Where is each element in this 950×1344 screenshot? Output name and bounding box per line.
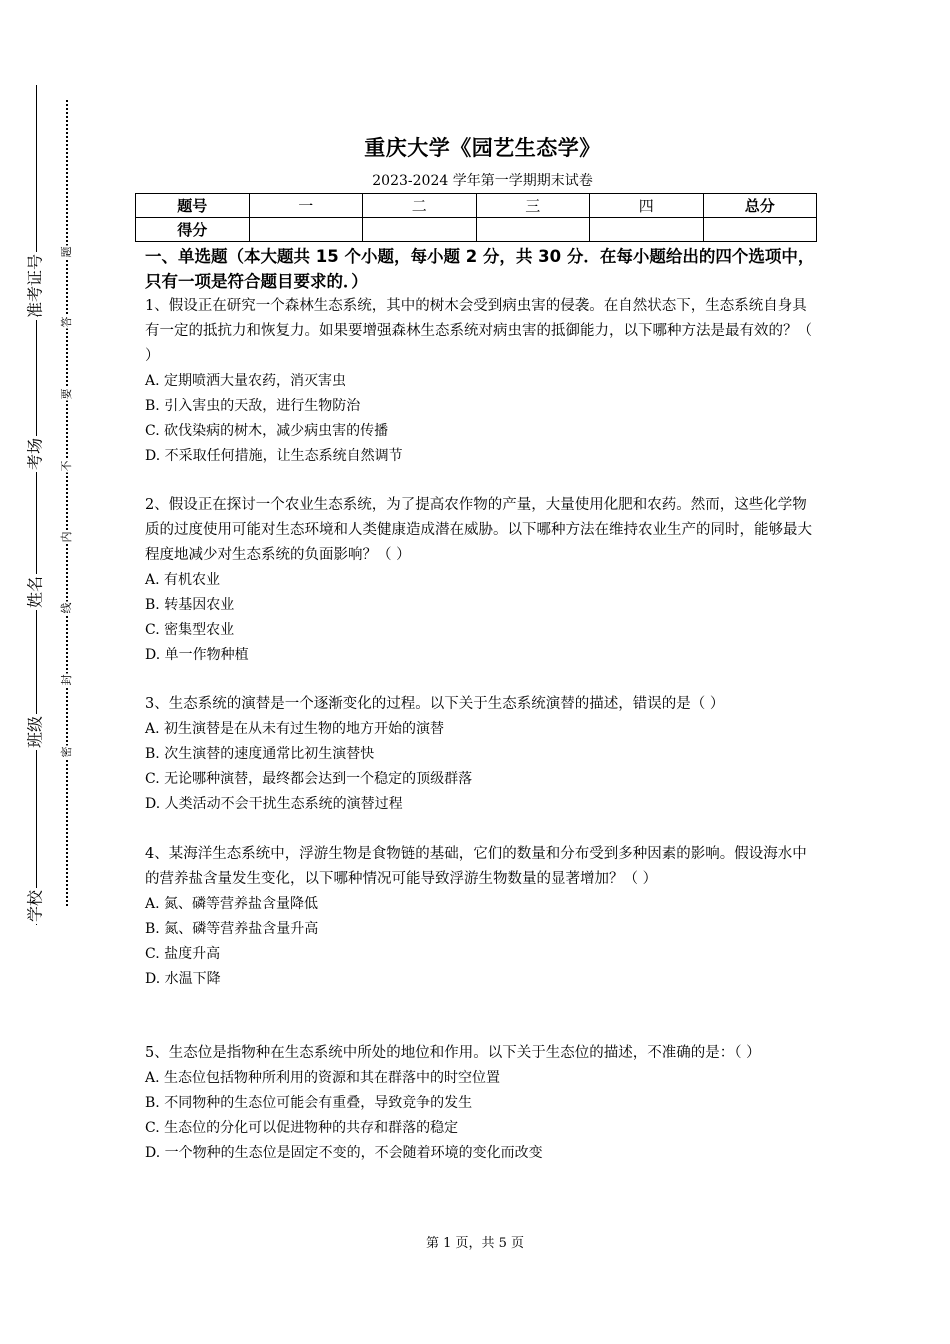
score-cell: 总分 (703, 194, 817, 218)
question-option: B. 不同物种的生态位可能会有重叠，导致竞争的发生 (145, 1095, 473, 1111)
seal-char: 内 (60, 531, 73, 543)
question-option: D. 水温下降 (145, 971, 221, 987)
score-cell (476, 218, 590, 242)
score-cell (249, 218, 363, 242)
seal-char: 要 (60, 388, 73, 400)
score-cell (590, 218, 704, 242)
score-cell (703, 218, 817, 242)
field-label-class: 班级 (23, 714, 46, 750)
score-cell (363, 218, 477, 242)
field-label-name: 姓名 (23, 574, 46, 610)
score-table (135, 193, 817, 242)
question-option: B. 引入害虫的天敌，进行生物防治 (145, 398, 361, 414)
binding-margin (0, 0, 100, 1344)
question-option: B. 次生演替的速度通常比初生演替快 (145, 746, 375, 762)
page-number: 第 1 页，共 5 页 (425, 1236, 525, 1251)
binding-dotted-line (66, 100, 68, 906)
score-cell: 二 (363, 194, 477, 218)
score-table-score-row (136, 218, 817, 242)
exam-title: 重庆大学《园艺生态学》 (364, 136, 601, 160)
seal-char: 不 (60, 460, 73, 472)
section-heading: 一、单选题（本大题共 15 个小题，每小题 2 分，共 30 分．在每小题给出的四个选项中，只有一项是符合题目要求的．） (145, 247, 815, 291)
question-5 (145, 1041, 820, 1166)
question-option: D. 不采取任何措施，让生态系统自然调节 (145, 448, 403, 464)
question-2 (145, 493, 820, 668)
binding-solid-line (36, 85, 37, 925)
seal-char: 答 (60, 316, 73, 328)
question-3 (145, 692, 820, 817)
score-cell: 题号 (136, 194, 250, 218)
question-option: A. 初生演替是在从未有过生物的地方开始的演替 (145, 721, 445, 737)
question-option: C. 生态位的分化可以促进物种的共存和群落的稳定 (145, 1120, 459, 1136)
question-option: C. 无论哪种演替，最终都会达到一个稳定的顶级群落 (145, 771, 473, 787)
question-option: B. 氮、磷等营养盐含量升高 (145, 921, 319, 937)
question-option: A. 有机农业 (145, 572, 221, 588)
question-option: D. 人类活动不会干扰生态系统的演替过程 (145, 796, 403, 812)
seal-char: 密 (60, 746, 73, 758)
score-table-header-row (136, 194, 817, 218)
question-option: D. 单一作物种植 (145, 647, 249, 663)
field-label-school: 学校 (23, 888, 46, 924)
question-option: C. 密集型农业 (145, 622, 235, 638)
question-stem: 5、生态位是指物种在生态系统中所处的地位和作用。以下关于生态位的描述，不准确的是：（ ） (145, 1045, 761, 1061)
question-option: C. 砍伐染病的树木，减少病虫害的传播 (145, 423, 389, 439)
question-option: A. 氮、磷等营养盐含量降低 (145, 896, 319, 912)
question-option: C. 盐度升高 (145, 946, 221, 962)
seal-char: 题 (60, 246, 73, 258)
question-option: B. 转基因农业 (145, 597, 235, 613)
field-label-exam-room: 考场 (23, 436, 46, 472)
question-option: A. 生态位包括物种所利用的资源和其在群落中的时空位置 (145, 1070, 501, 1086)
score-cell: 三 (476, 194, 590, 218)
question-4 (145, 842, 820, 992)
question-option: D. 一个物种的生态位是固定不变的，不会随着环境的变化而改变 (145, 1145, 543, 1161)
question-option: A. 定期喷洒大量农药，消灭害虫 (145, 373, 347, 389)
question-1 (145, 294, 820, 469)
question-stem: 4、某海洋生态系统中，浮游生物是食物链的基础，它们的数量和分布受到多种因素的影响。假设海水中的营养盐含量发生变化，以下哪种情况可能导致浮游生物数量的显著增加？（ ） (145, 846, 807, 887)
exam-subtitle: 2023-2024 学年第一学期期末试卷 (372, 173, 593, 189)
field-label-exam-id: 准考证号 (23, 252, 46, 320)
score-cell: 四 (590, 194, 704, 218)
seal-char: 线 (60, 602, 73, 614)
question-stem: 3、生态系统的演替是一个逐渐变化的过程。以下关于生态系统演替的描述，错误的是（ ） (145, 696, 725, 712)
question-stem: 2、假设正在探讨一个农业生态系统，为了提高农作物的产量，大量使用化肥和农药。然而，这些化学物质的过度使用可能对生态环境和人类健康造成潜在威胁。以下哪种方法在维持农业生产的同时，能够最大程度地减少对生态系统的负面影响？（ ） (145, 497, 812, 563)
question-stem: 1、假设正在研究一个森林生态系统，其中的树木会受到病虫害的侵袭。在自然状态下，生态系统自身具有一定的抵抗力和恢复力。如果要增强森林生态系统对病虫害的抵御能力，以下哪种方法是最有效的？（ ） (145, 298, 812, 364)
score-cell: 一 (249, 194, 363, 218)
score-cell: 得分 (136, 218, 250, 242)
seal-char: 封 (60, 674, 73, 686)
